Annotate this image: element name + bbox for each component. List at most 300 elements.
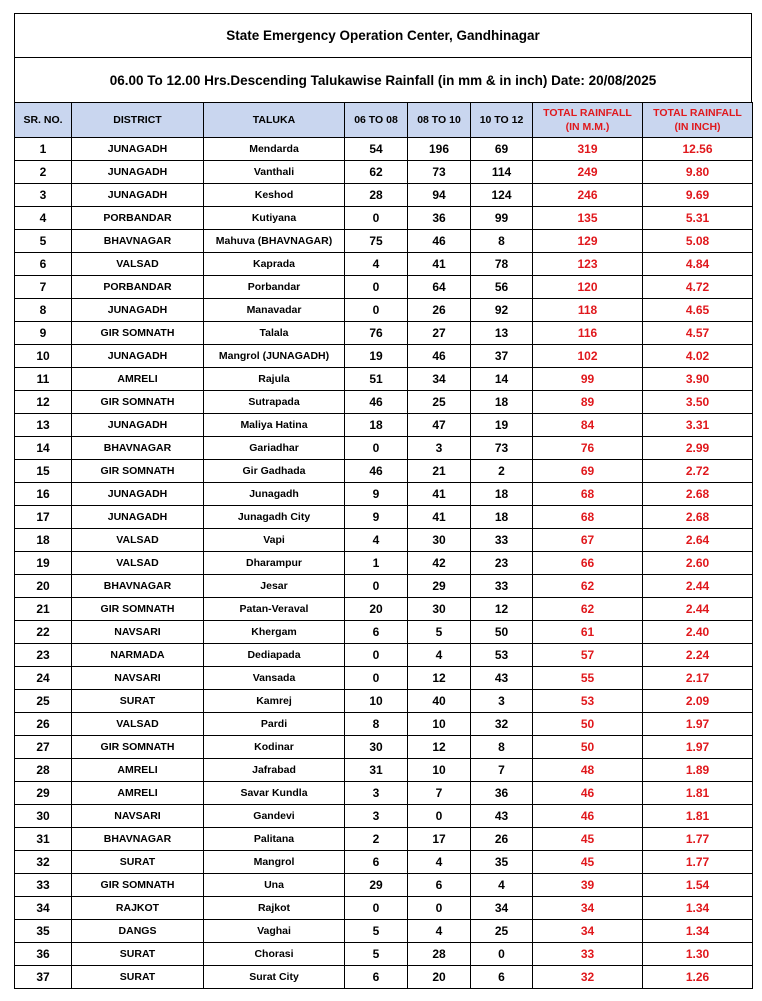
- district-cell: SURAT: [72, 966, 204, 989]
- district-cell: SURAT: [72, 943, 204, 966]
- table-row: [15, 552, 753, 575]
- rain-08-10-cell: 94: [408, 184, 471, 207]
- total-mm-cell: 55: [533, 667, 643, 690]
- total-inch-cell: 1.77: [643, 851, 753, 874]
- sr-no-cell: 17: [15, 506, 72, 529]
- rain-08-10-cell: 46: [408, 345, 471, 368]
- table-row: [15, 460, 753, 483]
- table-row: [15, 345, 753, 368]
- rain-06-08-cell: 75: [345, 230, 408, 253]
- rain-10-12-cell: 23: [471, 552, 533, 575]
- rain-10-12-cell: 18: [471, 506, 533, 529]
- rain-06-08-cell: 0: [345, 276, 408, 299]
- sr-no-cell: 11: [15, 368, 72, 391]
- sr-no-cell: 6: [15, 253, 72, 276]
- rain-10-12-cell: 26: [471, 828, 533, 851]
- district-cell: VALSAD: [72, 552, 204, 575]
- rain-10-12-cell: 43: [471, 667, 533, 690]
- total-mm-cell: 246: [533, 184, 643, 207]
- table-row: [15, 575, 753, 598]
- table-row: [15, 644, 753, 667]
- district-cell: BHAVNAGAR: [72, 575, 204, 598]
- rainfall-report: [14, 13, 752, 989]
- taluka-cell: Rajula: [204, 368, 345, 391]
- district-cell: VALSAD: [72, 529, 204, 552]
- total-inch-cell: 1.34: [643, 920, 753, 943]
- total-mm-cell: 46: [533, 782, 643, 805]
- total-mm-cell: 62: [533, 575, 643, 598]
- total-inch-cell: 1.89: [643, 759, 753, 782]
- total-inch-cell: 9.80: [643, 161, 753, 184]
- rain-10-12-cell: 25: [471, 920, 533, 943]
- table-row: [15, 759, 753, 782]
- rain-10-12-cell: 35: [471, 851, 533, 874]
- table-row: [15, 368, 753, 391]
- rain-06-08-cell: 6: [345, 966, 408, 989]
- rain-06-08-cell: 0: [345, 667, 408, 690]
- total-inch-cell: 4.02: [643, 345, 753, 368]
- district-cell: JUNAGADH: [72, 138, 204, 161]
- total-inch-cell: 2.68: [643, 483, 753, 506]
- table-row: [15, 230, 753, 253]
- table-row: [15, 506, 753, 529]
- taluka-cell: Mendarda: [204, 138, 345, 161]
- taluka-cell: Mahuva (BHAVNAGAR): [204, 230, 345, 253]
- rain-08-10-cell: 7: [408, 782, 471, 805]
- sr-no-cell: 25: [15, 690, 72, 713]
- total-inch-cell: 2.17: [643, 667, 753, 690]
- rain-06-08-cell: 62: [345, 161, 408, 184]
- district-cell: NAVSARI: [72, 667, 204, 690]
- total-mm-cell: 46: [533, 805, 643, 828]
- sr-no-cell: 24: [15, 667, 72, 690]
- rain-06-08-cell: 4: [345, 529, 408, 552]
- total-inch-cell: 1.34: [643, 897, 753, 920]
- sr-no-cell: 29: [15, 782, 72, 805]
- rain-06-08-cell: 9: [345, 483, 408, 506]
- total-inch-cell: 9.69: [643, 184, 753, 207]
- taluka-cell: Vanthali: [204, 161, 345, 184]
- rain-10-12-cell: 69: [471, 138, 533, 161]
- rain-06-08-cell: 31: [345, 759, 408, 782]
- taluka-cell: Kaprada: [204, 253, 345, 276]
- rainfall-table: [14, 102, 753, 989]
- total-mm-cell: 53: [533, 690, 643, 713]
- rain-08-10-cell: 40: [408, 690, 471, 713]
- taluka-cell: Khergam: [204, 621, 345, 644]
- rain-10-12-cell: 33: [471, 575, 533, 598]
- col-header-taluka: TALUKA: [204, 103, 345, 138]
- total-mm-cell: 102: [533, 345, 643, 368]
- taluka-cell: Mangrol (JUNAGADH): [204, 345, 345, 368]
- total-mm-cell: 57: [533, 644, 643, 667]
- sr-no-cell: 32: [15, 851, 72, 874]
- sr-no-cell: 10: [15, 345, 72, 368]
- taluka-cell: Gariadhar: [204, 437, 345, 460]
- rain-10-12-cell: 124: [471, 184, 533, 207]
- sr-no-cell: 28: [15, 759, 72, 782]
- rain-06-08-cell: 46: [345, 391, 408, 414]
- district-cell: NAVSARI: [72, 621, 204, 644]
- district-cell: JUNAGADH: [72, 506, 204, 529]
- rain-08-10-cell: 21: [408, 460, 471, 483]
- table-row: [15, 713, 753, 736]
- table-row: [15, 253, 753, 276]
- rain-06-08-cell: 18: [345, 414, 408, 437]
- rain-08-10-cell: 12: [408, 667, 471, 690]
- taluka-cell: Porbandar: [204, 276, 345, 299]
- district-cell: JUNAGADH: [72, 161, 204, 184]
- total-mm-cell: 120: [533, 276, 643, 299]
- rain-08-10-cell: 42: [408, 552, 471, 575]
- taluka-cell: Maliya Hatina: [204, 414, 345, 437]
- rain-08-10-cell: 28: [408, 943, 471, 966]
- rain-08-10-cell: 4: [408, 644, 471, 667]
- total-inch-cell: 2.44: [643, 575, 753, 598]
- rain-08-10-cell: 41: [408, 253, 471, 276]
- total-mm-cell: 32: [533, 966, 643, 989]
- col-header-sr-no: SR. NO.: [15, 103, 72, 138]
- table-row: [15, 966, 753, 989]
- table-row: [15, 414, 753, 437]
- rain-10-12-cell: 50: [471, 621, 533, 644]
- table-row: [15, 391, 753, 414]
- rain-06-08-cell: 5: [345, 920, 408, 943]
- table-row: [15, 736, 753, 759]
- rain-10-12-cell: 8: [471, 230, 533, 253]
- total-mm-cell: 89: [533, 391, 643, 414]
- rain-08-10-cell: 30: [408, 529, 471, 552]
- rain-08-10-cell: 12: [408, 736, 471, 759]
- total-inch-cell: 2.68: [643, 506, 753, 529]
- district-cell: GIR SOMNATH: [72, 736, 204, 759]
- rain-08-10-cell: 34: [408, 368, 471, 391]
- table-row: [15, 322, 753, 345]
- taluka-cell: Chorasi: [204, 943, 345, 966]
- sr-no-cell: 35: [15, 920, 72, 943]
- taluka-cell: Kamrej: [204, 690, 345, 713]
- total-mm-cell: 68: [533, 506, 643, 529]
- col-header-district: DISTRICT: [72, 103, 204, 138]
- rain-08-10-cell: 30: [408, 598, 471, 621]
- rain-08-10-cell: 25: [408, 391, 471, 414]
- total-mm-cell: 123: [533, 253, 643, 276]
- rain-10-12-cell: 4: [471, 874, 533, 897]
- table-row: [15, 920, 753, 943]
- rain-06-08-cell: 0: [345, 437, 408, 460]
- district-cell: BHAVNAGAR: [72, 230, 204, 253]
- sr-no-cell: 4: [15, 207, 72, 230]
- sr-no-cell: 13: [15, 414, 72, 437]
- rain-08-10-cell: 27: [408, 322, 471, 345]
- district-cell: GIR SOMNATH: [72, 391, 204, 414]
- total-mm-cell: 50: [533, 736, 643, 759]
- sr-no-cell: 21: [15, 598, 72, 621]
- rain-08-10-cell: 41: [408, 483, 471, 506]
- rain-10-12-cell: 92: [471, 299, 533, 322]
- table-row: [15, 828, 753, 851]
- sr-no-cell: 34: [15, 897, 72, 920]
- rain-06-08-cell: 9: [345, 506, 408, 529]
- taluka-cell: Sutrapada: [204, 391, 345, 414]
- rain-06-08-cell: 2: [345, 828, 408, 851]
- total-inch-cell: 2.60: [643, 552, 753, 575]
- taluka-cell: Dediapada: [204, 644, 345, 667]
- rain-10-12-cell: 56: [471, 276, 533, 299]
- rain-06-08-cell: 4: [345, 253, 408, 276]
- total-mm-cell: 66: [533, 552, 643, 575]
- rain-10-12-cell: 73: [471, 437, 533, 460]
- district-cell: AMRELI: [72, 782, 204, 805]
- rain-10-12-cell: 33: [471, 529, 533, 552]
- taluka-cell: Patan-Veraval: [204, 598, 345, 621]
- taluka-cell: Talala: [204, 322, 345, 345]
- district-cell: NARMADA: [72, 644, 204, 667]
- sr-no-cell: 37: [15, 966, 72, 989]
- rain-06-08-cell: 54: [345, 138, 408, 161]
- total-mm-cell: 48: [533, 759, 643, 782]
- col-header-total-mm: TOTAL RAINFALL (IN M.M.): [533, 103, 643, 138]
- rain-10-12-cell: 7: [471, 759, 533, 782]
- district-cell: PORBANDAR: [72, 276, 204, 299]
- rain-06-08-cell: 1: [345, 552, 408, 575]
- report-title: State Emergency Operation Center, Gandhinagar: [14, 13, 752, 57]
- district-cell: RAJKOT: [72, 897, 204, 920]
- table-row: [15, 621, 753, 644]
- taluka-cell: Jafrabad: [204, 759, 345, 782]
- district-cell: BHAVNAGAR: [72, 437, 204, 460]
- rain-10-12-cell: 14: [471, 368, 533, 391]
- rain-06-08-cell: 6: [345, 851, 408, 874]
- table-row: [15, 437, 753, 460]
- total-inch-cell: 5.08: [643, 230, 753, 253]
- rain-10-12-cell: 37: [471, 345, 533, 368]
- district-cell: GIR SOMNATH: [72, 322, 204, 345]
- rain-10-12-cell: 36: [471, 782, 533, 805]
- taluka-cell: Mangrol: [204, 851, 345, 874]
- rain-08-10-cell: 5: [408, 621, 471, 644]
- rain-10-12-cell: 13: [471, 322, 533, 345]
- rain-08-10-cell: 29: [408, 575, 471, 598]
- total-mm-cell: 69: [533, 460, 643, 483]
- total-inch-cell: 4.72: [643, 276, 753, 299]
- taluka-cell: Gandevi: [204, 805, 345, 828]
- total-mm-cell: 50: [533, 713, 643, 736]
- taluka-cell: Gir Gadhada: [204, 460, 345, 483]
- district-cell: DANGS: [72, 920, 204, 943]
- total-mm-cell: 62: [533, 598, 643, 621]
- sr-no-cell: 27: [15, 736, 72, 759]
- total-mm-cell: 33: [533, 943, 643, 966]
- total-mm-cell: 45: [533, 828, 643, 851]
- sr-no-cell: 9: [15, 322, 72, 345]
- district-cell: GIR SOMNATH: [72, 598, 204, 621]
- sr-no-cell: 12: [15, 391, 72, 414]
- district-cell: JUNAGADH: [72, 184, 204, 207]
- rain-08-10-cell: 10: [408, 759, 471, 782]
- table-row: [15, 138, 753, 161]
- total-inch-cell: 1.77: [643, 828, 753, 851]
- taluka-cell: Keshod: [204, 184, 345, 207]
- total-inch-cell: 4.84: [643, 253, 753, 276]
- total-inch-cell: 4.57: [643, 322, 753, 345]
- rain-08-10-cell: 196: [408, 138, 471, 161]
- rain-06-08-cell: 19: [345, 345, 408, 368]
- table-row: [15, 690, 753, 713]
- table-header-row: [15, 103, 753, 138]
- rain-10-12-cell: 32: [471, 713, 533, 736]
- district-cell: BHAVNAGAR: [72, 828, 204, 851]
- rain-08-10-cell: 0: [408, 805, 471, 828]
- rain-10-12-cell: 53: [471, 644, 533, 667]
- total-inch-cell: 4.65: [643, 299, 753, 322]
- rain-08-10-cell: 10: [408, 713, 471, 736]
- taluka-cell: Palitana: [204, 828, 345, 851]
- total-inch-cell: 2.24: [643, 644, 753, 667]
- table-body: [15, 138, 753, 989]
- district-cell: GIR SOMNATH: [72, 874, 204, 897]
- total-inch-cell: 2.09: [643, 690, 753, 713]
- sr-no-cell: 20: [15, 575, 72, 598]
- total-mm-cell: 129: [533, 230, 643, 253]
- total-inch-cell: 1.26: [643, 966, 753, 989]
- total-inch-cell: 3.90: [643, 368, 753, 391]
- total-inch-cell: 2.64: [643, 529, 753, 552]
- col-header-08-to-10: 08 TO 10: [408, 103, 471, 138]
- rain-08-10-cell: 64: [408, 276, 471, 299]
- total-inch-cell: 3.31: [643, 414, 753, 437]
- rain-08-10-cell: 4: [408, 920, 471, 943]
- total-mm-cell: 34: [533, 897, 643, 920]
- sr-no-cell: 8: [15, 299, 72, 322]
- taluka-cell: Rajkot: [204, 897, 345, 920]
- total-inch-cell: 1.81: [643, 805, 753, 828]
- rain-10-12-cell: 18: [471, 483, 533, 506]
- rain-06-08-cell: 5: [345, 943, 408, 966]
- taluka-cell: Savar Kundla: [204, 782, 345, 805]
- rain-10-12-cell: 6: [471, 966, 533, 989]
- total-mm-cell: 68: [533, 483, 643, 506]
- rain-06-08-cell: 0: [345, 575, 408, 598]
- rain-06-08-cell: 20: [345, 598, 408, 621]
- rain-10-12-cell: 114: [471, 161, 533, 184]
- total-inch-cell: 1.30: [643, 943, 753, 966]
- rain-10-12-cell: 8: [471, 736, 533, 759]
- total-inch-cell: 1.54: [643, 874, 753, 897]
- sr-no-cell: 16: [15, 483, 72, 506]
- total-inch-cell: 12.56: [643, 138, 753, 161]
- district-cell: VALSAD: [72, 253, 204, 276]
- table-row: [15, 529, 753, 552]
- rain-06-08-cell: 8: [345, 713, 408, 736]
- taluka-cell: Jesar: [204, 575, 345, 598]
- rain-08-10-cell: 17: [408, 828, 471, 851]
- table-row: [15, 805, 753, 828]
- rain-06-08-cell: 0: [345, 299, 408, 322]
- sr-no-cell: 5: [15, 230, 72, 253]
- rain-08-10-cell: 47: [408, 414, 471, 437]
- rain-10-12-cell: 2: [471, 460, 533, 483]
- district-cell: AMRELI: [72, 368, 204, 391]
- district-cell: SURAT: [72, 690, 204, 713]
- rain-06-08-cell: 10: [345, 690, 408, 713]
- rain-08-10-cell: 4: [408, 851, 471, 874]
- sr-no-cell: 14: [15, 437, 72, 460]
- col-header-10-to-12: 10 TO 12: [471, 103, 533, 138]
- district-cell: SURAT: [72, 851, 204, 874]
- sr-no-cell: 30: [15, 805, 72, 828]
- rain-06-08-cell: 3: [345, 805, 408, 828]
- table-row: [15, 276, 753, 299]
- total-mm-cell: 99: [533, 368, 643, 391]
- rain-10-12-cell: 0: [471, 943, 533, 966]
- district-cell: NAVSARI: [72, 805, 204, 828]
- total-inch-cell: 3.50: [643, 391, 753, 414]
- sr-no-cell: 26: [15, 713, 72, 736]
- sr-no-cell: 31: [15, 828, 72, 851]
- rain-06-08-cell: 3: [345, 782, 408, 805]
- table-row: [15, 299, 753, 322]
- total-inch-cell: 2.40: [643, 621, 753, 644]
- total-mm-cell: 118: [533, 299, 643, 322]
- taluka-cell: Una: [204, 874, 345, 897]
- sr-no-cell: 15: [15, 460, 72, 483]
- rain-08-10-cell: 41: [408, 506, 471, 529]
- taluka-cell: Dharampur: [204, 552, 345, 575]
- district-cell: AMRELI: [72, 759, 204, 782]
- table-row: [15, 943, 753, 966]
- total-mm-cell: 319: [533, 138, 643, 161]
- rain-08-10-cell: 26: [408, 299, 471, 322]
- rain-08-10-cell: 0: [408, 897, 471, 920]
- sr-no-cell: 18: [15, 529, 72, 552]
- total-mm-cell: 116: [533, 322, 643, 345]
- total-inch-cell: 1.97: [643, 736, 753, 759]
- table-row: [15, 161, 753, 184]
- total-mm-cell: 67: [533, 529, 643, 552]
- district-cell: JUNAGADH: [72, 414, 204, 437]
- rain-06-08-cell: 29: [345, 874, 408, 897]
- sr-no-cell: 3: [15, 184, 72, 207]
- rain-10-12-cell: 3: [471, 690, 533, 713]
- taluka-cell: Vapi: [204, 529, 345, 552]
- total-mm-cell: 135: [533, 207, 643, 230]
- sr-no-cell: 33: [15, 874, 72, 897]
- rain-10-12-cell: 78: [471, 253, 533, 276]
- rain-06-08-cell: 0: [345, 897, 408, 920]
- total-inch-cell: 5.31: [643, 207, 753, 230]
- taluka-cell: Vaghai: [204, 920, 345, 943]
- district-cell: VALSAD: [72, 713, 204, 736]
- rain-10-12-cell: 12: [471, 598, 533, 621]
- rain-06-08-cell: 6: [345, 621, 408, 644]
- total-mm-cell: 39: [533, 874, 643, 897]
- rain-06-08-cell: 30: [345, 736, 408, 759]
- rain-06-08-cell: 0: [345, 644, 408, 667]
- district-cell: JUNAGADH: [72, 483, 204, 506]
- sr-no-cell: 22: [15, 621, 72, 644]
- rain-10-12-cell: 43: [471, 805, 533, 828]
- rain-08-10-cell: 46: [408, 230, 471, 253]
- sr-no-cell: 1: [15, 138, 72, 161]
- total-mm-cell: 249: [533, 161, 643, 184]
- sr-no-cell: 23: [15, 644, 72, 667]
- total-inch-cell: 1.97: [643, 713, 753, 736]
- rain-06-08-cell: 0: [345, 207, 408, 230]
- sr-no-cell: 2: [15, 161, 72, 184]
- district-cell: JUNAGADH: [72, 299, 204, 322]
- table-row: [15, 184, 753, 207]
